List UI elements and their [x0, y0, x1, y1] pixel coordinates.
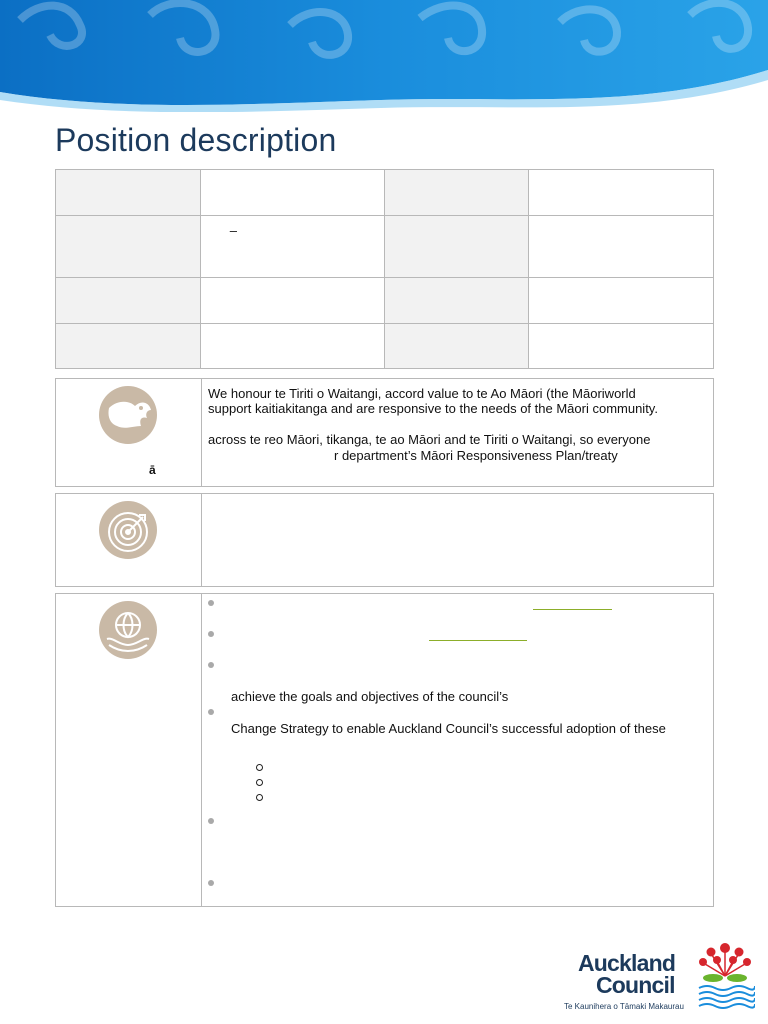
maori-responsiveness-section — [55, 378, 714, 487]
auckland-council-logo — [560, 940, 760, 1012]
target-icon — [99, 501, 157, 559]
link-underline[interactable] — [533, 609, 612, 610]
waka-icon — [99, 386, 157, 444]
table-value-cell — [200, 170, 384, 216]
paragraph-line: r department’s Māori Responsiveness Plan/treaty — [334, 448, 618, 463]
table-label-cell — [56, 216, 201, 278]
section-body-cell — [202, 379, 713, 486]
table-row — [56, 278, 714, 324]
table-label-cell — [384, 216, 529, 278]
bullet-point — [208, 631, 214, 637]
table-label-cell — [384, 324, 529, 369]
section-icon-cell — [56, 594, 202, 906]
side-character: ā — [149, 463, 156, 477]
section-icon-cell — [56, 494, 202, 586]
paragraph-line: We honour te Tiriti o Waitangi, accord value to te Ao Māori (the Māoriworld — [208, 386, 636, 401]
section-icon-cell — [56, 379, 202, 486]
bullet-point — [208, 880, 214, 886]
link-underline[interactable] — [429, 640, 527, 641]
paragraph-line: support kaitiakitanga and are responsive to the needs of the Māori community. — [208, 401, 658, 416]
logo-name-line2: Council — [596, 972, 675, 998]
table-value-cell — [200, 324, 384, 369]
sub-bullet-point — [256, 779, 263, 786]
globe-hand-icon — [99, 601, 157, 659]
table-value-cell — [529, 278, 714, 324]
table-row — [56, 324, 714, 369]
table-row — [56, 170, 714, 216]
pohutukawa-flower-icon — [695, 940, 755, 1010]
table-value-cell — [529, 216, 714, 278]
table-label-cell — [56, 278, 201, 324]
sub-bullet-point — [256, 794, 263, 801]
table-row — [56, 216, 714, 278]
position-info-table — [55, 169, 714, 369]
table-value-cell — [529, 324, 714, 369]
page-title: Position description — [55, 122, 337, 158]
bullet-point — [208, 600, 214, 606]
section-body-cell — [202, 594, 713, 906]
table-value-cell — [200, 216, 384, 278]
paragraph-line: across te reo Māori, tikanga, te ao Māori and te Tiriti o Waitangi, so everyone — [208, 432, 651, 447]
table-label-cell — [384, 278, 529, 324]
table-label-cell — [384, 170, 529, 216]
table-label-cell — [56, 324, 201, 369]
table-value-cell — [200, 278, 384, 324]
bullet-point — [208, 818, 214, 824]
responsibilities-section — [55, 593, 714, 907]
dash-text: – — [229, 223, 237, 238]
logo-tagline: Te Kaunihera o Tāmaki Makaurau — [564, 1002, 684, 1011]
bullet-point — [208, 709, 214, 715]
logo-name-line1: Auckland — [578, 950, 676, 976]
table-value-cell — [529, 170, 714, 216]
table-label-cell — [56, 170, 201, 216]
sub-bullet-point — [256, 764, 263, 771]
paragraph-line: achieve the goals and objectives of the council’s — [231, 689, 509, 704]
bullet-point — [208, 662, 214, 668]
section-body-cell — [202, 494, 713, 586]
purpose-section — [55, 493, 714, 587]
header-banner — [0, 0, 768, 112]
paragraph-line: Change Strategy to enable Auckland Council’s successful adoption of these — [231, 721, 666, 736]
header-wave-graphic — [0, 0, 768, 112]
